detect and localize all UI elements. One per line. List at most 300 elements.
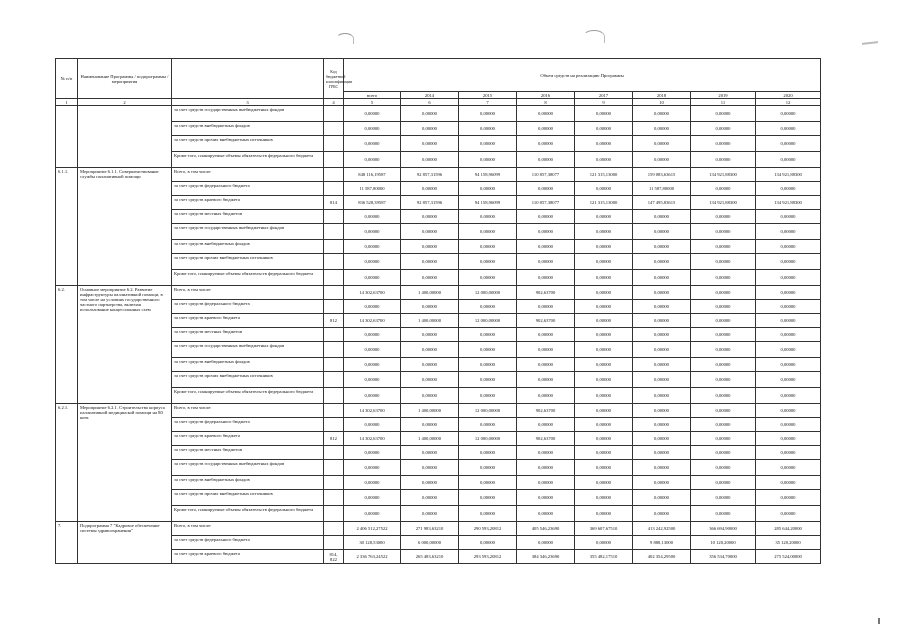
- column-number: 2: [78, 99, 172, 106]
- value-year: 134 921,88300: [756, 196, 821, 210]
- value-year: 0,00000: [401, 136, 459, 152]
- value-year: 0,00000: [691, 152, 756, 168]
- funding-source: за счет средств внебюджетных фондов: [172, 476, 324, 490]
- value-year: 293 593,20812: [459, 550, 517, 564]
- column-number: 7: [459, 99, 517, 106]
- program-name: Мероприятие 6.2.1. Строительство корпуса паллиативной медицинской помощи на 80 коек: [78, 404, 172, 522]
- funding-source: Всего, в том числе:: [172, 286, 324, 300]
- value-year: 0,00000: [517, 460, 575, 476]
- funding-source: Кроме того, планируемые объемы обязательств федерального бюджета: [172, 270, 324, 286]
- column-number: 12: [756, 99, 821, 106]
- value-year: 0,00000: [691, 314, 756, 328]
- value-year: 0,00000: [459, 388, 517, 404]
- funding-source: Кроме того, планируемые объемы обязательств федерального бюджета: [172, 388, 324, 404]
- row-number: 6.1.1.: [56, 168, 78, 286]
- header-source: [172, 59, 324, 99]
- value-total: 0,00000: [344, 328, 401, 342]
- value-year: 0,00000: [401, 506, 459, 522]
- value-year: 356 534,70000: [691, 550, 756, 564]
- budget-code: [324, 182, 344, 196]
- budget-code: [324, 136, 344, 152]
- value-year: 0,00000: [756, 388, 821, 404]
- value-year: 0,00000: [691, 210, 756, 224]
- funding-source: Всего, в том числе:: [172, 168, 324, 182]
- value-year: 0,00000: [401, 476, 459, 490]
- value-year: 0,00000: [691, 476, 756, 490]
- value-total: 14 302,63700: [344, 314, 401, 328]
- value-year: 0,00000: [691, 404, 756, 418]
- value-year: 0,00000: [691, 358, 756, 372]
- value-year: 0,00000: [459, 460, 517, 476]
- header-name: Наименование Программы / подпрограммы / мероприятия: [78, 59, 172, 99]
- value-year: 0,00000: [459, 152, 517, 168]
- value-year: 0,00000: [633, 446, 691, 460]
- value-year: 147 495,83615: [633, 196, 691, 210]
- value-year: 405 546,23690: [517, 522, 575, 536]
- table-row: [56, 404, 821, 418]
- value-year: 0,00000: [633, 404, 691, 418]
- budget-code: [324, 240, 344, 254]
- funding-source: за счет средств краевого бюджета: [172, 432, 324, 446]
- budget-code: [324, 522, 344, 536]
- program-name: Подпрограмма 7 "Кадровое обеспечение системы здравоохранения": [78, 522, 172, 564]
- value-year: 0,00000: [517, 210, 575, 224]
- value-year: 0,00000: [575, 314, 633, 328]
- value-year: 0,00000: [633, 372, 691, 388]
- value-year: 92 857,31596: [401, 168, 459, 182]
- value-year: 0,00000: [691, 446, 756, 460]
- value-total: 14 302,63700: [344, 404, 401, 418]
- value-year: 0,00000: [575, 152, 633, 168]
- value-year: 0,00000: [517, 328, 575, 342]
- value-year: 0,00000: [633, 460, 691, 476]
- value-total: 0,00000: [344, 476, 401, 490]
- value-year: 0,00000: [459, 490, 517, 506]
- value-year: 0,00000: [401, 460, 459, 476]
- value-year: 0,00000: [756, 136, 821, 152]
- header-year: 2014: [401, 92, 459, 99]
- value-year: 0,00000: [633, 122, 691, 136]
- value-year: 0,00000: [633, 152, 691, 168]
- funding-source: за счет средств государственных внебюджетных фондов: [172, 460, 324, 476]
- budget-code: [324, 404, 344, 418]
- row-number: 7.: [56, 522, 78, 564]
- budget-code: [324, 152, 344, 168]
- value-total: 848 116,19587: [344, 168, 401, 182]
- value-year: 0,00000: [517, 418, 575, 432]
- value-total: 30 128,53000: [344, 536, 401, 550]
- funding-source: за счет средств федерального бюджета: [172, 300, 324, 314]
- value-total: 0,00000: [344, 446, 401, 460]
- column-number: 5: [344, 99, 401, 106]
- value-year: 369 607,67510: [575, 522, 633, 536]
- column-number: 8: [517, 99, 575, 106]
- value-year: 0,00000: [401, 254, 459, 270]
- value-year: 0,00000: [756, 476, 821, 490]
- value-year: 0,00000: [517, 152, 575, 168]
- funding-source: за счет средств внебюджетных фондов: [172, 358, 324, 372]
- value-total: 0,00000: [344, 136, 401, 152]
- value-year: 0,00000: [401, 372, 459, 388]
- funding-source: за счет средств прочих внебюджетных источников: [172, 254, 324, 270]
- value-year: 12 000,00000: [459, 404, 517, 418]
- value-year: 0,00000: [575, 476, 633, 490]
- funding-source: Всего, в том числе:: [172, 404, 324, 418]
- value-year: 0,00000: [691, 270, 756, 286]
- value-total: 0,00000: [344, 300, 401, 314]
- value-year: 0,00000: [401, 106, 459, 122]
- table-row: [56, 286, 821, 300]
- value-year: 94 158,96099: [459, 168, 517, 182]
- value-year: 384 346,23690: [517, 550, 575, 564]
- budget-code: [324, 536, 344, 550]
- value-year: 0,00000: [756, 300, 821, 314]
- value-year: 0,00000: [756, 418, 821, 432]
- value-year: 0,00000: [575, 210, 633, 224]
- value-year: 0,00000: [691, 182, 756, 196]
- scan-artifact-mark: [878, 618, 880, 624]
- value-year: 0,00000: [691, 122, 756, 136]
- budget-code: [324, 168, 344, 182]
- value-total: 0,00000: [344, 372, 401, 388]
- value-year: 134 921,88300: [691, 168, 756, 182]
- value-year: 0,00000: [459, 358, 517, 372]
- value-year: 0,00000: [633, 328, 691, 342]
- value-year: 0,00000: [691, 240, 756, 254]
- value-year: 0,00000: [517, 270, 575, 286]
- value-year: 12 000,00000: [459, 286, 517, 300]
- budget-code: 812: [324, 432, 344, 446]
- funding-source: за счет средств внебюджетных фондов: [172, 122, 324, 136]
- value-year: 0,00000: [575, 224, 633, 240]
- header-year: 2016: [517, 92, 575, 99]
- value-year: 0,00000: [633, 388, 691, 404]
- budget-code: [324, 358, 344, 372]
- funding-source: за счет средств прочих внебюджетных источников: [172, 490, 324, 506]
- funding-source: за счет средств краевого бюджета: [172, 314, 324, 328]
- program-name: [78, 106, 172, 168]
- value-year: 0,00000: [691, 106, 756, 122]
- value-year: 6 000,00000: [401, 536, 459, 550]
- funding-source: за счет средств прочих внебюджетных источников: [172, 372, 324, 388]
- value-year: 0,00000: [691, 300, 756, 314]
- budget-code: 814: [324, 196, 344, 210]
- value-year: 0,00000: [575, 536, 633, 550]
- value-year: 0,00000: [756, 432, 821, 446]
- value-year: 0,00000: [517, 358, 575, 372]
- value-year: 271 983,63210: [401, 522, 459, 536]
- value-year: 0,00000: [691, 372, 756, 388]
- funding-source: Всего, в том числе:: [172, 522, 324, 536]
- value-year: 0,00000: [575, 328, 633, 342]
- value-year: 0,00000: [401, 388, 459, 404]
- value-year: 0,00000: [459, 418, 517, 432]
- value-year: 0,00000: [756, 446, 821, 460]
- value-year: 902,63700: [517, 432, 575, 446]
- row-number: [56, 106, 78, 168]
- value-total: 11 587,80000: [344, 182, 401, 196]
- funding-source: за счет средств федерального бюджета: [172, 418, 324, 432]
- header-year: 2019: [691, 92, 756, 99]
- value-year: 413 242,92500: [633, 522, 691, 536]
- value-year: 0,00000: [517, 372, 575, 388]
- value-year: 0,00000: [459, 122, 517, 136]
- value-year: 159 083,63615: [633, 168, 691, 182]
- value-year: 0,00000: [575, 342, 633, 358]
- value-year: 0,00000: [459, 300, 517, 314]
- budget-code: [324, 418, 344, 432]
- budget-code: [324, 106, 344, 122]
- value-year: 0,00000: [517, 476, 575, 490]
- value-year: 0,00000: [691, 460, 756, 476]
- value-year: 0,00000: [575, 106, 633, 122]
- budget-code: [324, 270, 344, 286]
- value-year: 92 857,31596: [401, 196, 459, 210]
- value-year: 0,00000: [756, 254, 821, 270]
- value-year: 0,00000: [575, 446, 633, 460]
- value-year: 1 400,00000: [401, 404, 459, 418]
- header-year: 2017: [575, 92, 633, 99]
- value-year: 35 120,20000: [756, 536, 821, 550]
- budget-code: 812: [324, 314, 344, 328]
- value-year: 0,00000: [459, 210, 517, 224]
- value-year: 1 400,00000: [401, 286, 459, 300]
- value-year: 0,00000: [691, 490, 756, 506]
- budget-code: [324, 342, 344, 358]
- value-year: 0,00000: [691, 254, 756, 270]
- value-total: 0,00000: [344, 506, 401, 522]
- value-year: 0,00000: [756, 342, 821, 358]
- budget-code: [324, 460, 344, 476]
- value-total: 14 302,63700: [344, 286, 401, 300]
- row-number: 6.2.: [56, 286, 78, 404]
- value-year: 12 000,00000: [459, 432, 517, 446]
- value-year: 0,00000: [756, 286, 821, 300]
- scan-artifact-mark: [336, 33, 354, 44]
- value-year: 0,00000: [756, 372, 821, 388]
- value-year: 0,00000: [756, 106, 821, 122]
- value-year: 285 644,20000: [756, 522, 821, 536]
- budget-code: [324, 254, 344, 270]
- value-total: 0,00000: [344, 460, 401, 476]
- scan-artifact-mark: [862, 41, 878, 45]
- value-total: 0,00000: [344, 358, 401, 372]
- value-year: 0,00000: [401, 240, 459, 254]
- budget-code: 814, 822: [324, 550, 344, 564]
- value-total: 0,00000: [344, 270, 401, 286]
- value-year: 0,00000: [633, 506, 691, 522]
- table-row: [56, 522, 821, 536]
- header-volume: Объем средств на реализацию Программы: [344, 59, 821, 92]
- value-total: 0,00000: [344, 210, 401, 224]
- value-year: 0,00000: [575, 418, 633, 432]
- value-total: 0,00000: [344, 224, 401, 240]
- value-year: 0,00000: [459, 136, 517, 152]
- value-year: 0,00000: [575, 506, 633, 522]
- budget-code: [324, 490, 344, 506]
- value-year: 0,00000: [633, 314, 691, 328]
- value-total: 0,00000: [344, 106, 401, 122]
- funding-source: за счет средств государственных внебюджетных фондов: [172, 106, 324, 122]
- value-year: 0,00000: [517, 136, 575, 152]
- value-year: 0,00000: [401, 358, 459, 372]
- value-year: 0,00000: [459, 328, 517, 342]
- value-total: 14 302,63700: [344, 432, 401, 446]
- value-year: 110 857,38077: [517, 168, 575, 182]
- value-year: 0,00000: [401, 122, 459, 136]
- value-year: 0,00000: [575, 300, 633, 314]
- scan-artifact-mark: [583, 30, 605, 43]
- funding-source: за счет средств местных бюджетов: [172, 328, 324, 342]
- value-year: 0,00000: [691, 388, 756, 404]
- budget-code: [324, 446, 344, 460]
- funding-source: за счет средств местных бюджетов: [172, 446, 324, 460]
- value-year: 0,00000: [401, 490, 459, 506]
- budget-code: [324, 328, 344, 342]
- funding-source: Кроме того, планируемые объемы обязательств федерального бюджета: [172, 152, 324, 168]
- value-year: 0,00000: [517, 388, 575, 404]
- value-year: 0,00000: [517, 224, 575, 240]
- funding-source: за счет средств государственных внебюджетных фондов: [172, 342, 324, 358]
- column-number: 11: [691, 99, 756, 106]
- column-number: 9: [575, 99, 633, 106]
- value-year: 0,00000: [633, 224, 691, 240]
- value-year: 0,00000: [691, 506, 756, 522]
- value-total: 0,00000: [344, 122, 401, 136]
- value-year: 0,00000: [756, 404, 821, 418]
- value-year: 11 587,80000: [633, 182, 691, 196]
- value-year: 0,00000: [401, 182, 459, 196]
- value-year: 0,00000: [633, 254, 691, 270]
- column-number: 6: [401, 99, 459, 106]
- value-year: 0,00000: [756, 240, 821, 254]
- funding-source: за счет средств местных бюджетов: [172, 210, 324, 224]
- funding-source: за счет средств внебюджетных фондов: [172, 240, 324, 254]
- value-year: 0,00000: [401, 300, 459, 314]
- budget-code: [324, 122, 344, 136]
- header-total: всего: [344, 92, 401, 99]
- value-year: 0,00000: [633, 342, 691, 358]
- value-year: 902,63700: [517, 314, 575, 328]
- value-year: 275 524,00000: [756, 550, 821, 564]
- value-year: 0,00000: [517, 122, 575, 136]
- funding-source: за счет средств краевого бюджета: [172, 550, 324, 564]
- value-year: 0,00000: [756, 182, 821, 196]
- value-total: 0,00000: [344, 490, 401, 506]
- value-year: 0,00000: [575, 182, 633, 196]
- value-year: 0,00000: [633, 286, 691, 300]
- value-year: 366 694,90000: [691, 522, 756, 536]
- value-total: 0,00000: [344, 388, 401, 404]
- budget-code: [324, 224, 344, 240]
- value-year: 0,00000: [691, 328, 756, 342]
- header-year: 2015: [459, 92, 517, 99]
- budget-code: [324, 372, 344, 388]
- value-year: 0,00000: [756, 358, 821, 372]
- value-year: 0,00000: [517, 254, 575, 270]
- value-year: 0,00000: [401, 224, 459, 240]
- value-year: 110 857,38077: [517, 196, 575, 210]
- value-year: 0,00000: [517, 490, 575, 506]
- value-year: 0,00000: [575, 270, 633, 286]
- header-year: 2018: [633, 92, 691, 99]
- value-total: 0,00000: [344, 240, 401, 254]
- funding-source: Кроме того, планируемые объемы обязательств федерального бюджета: [172, 506, 324, 522]
- value-year: 0,00000: [575, 372, 633, 388]
- value-year: 0,00000: [517, 506, 575, 522]
- budget-code: [324, 286, 344, 300]
- header-code: Код бюджетной классификации ГРБС: [324, 59, 344, 99]
- value-year: 0,00000: [517, 106, 575, 122]
- value-year: 0,00000: [401, 342, 459, 358]
- header-num: № п/п: [56, 59, 78, 99]
- value-year: 0,00000: [401, 210, 459, 224]
- value-year: 0,00000: [691, 136, 756, 152]
- value-year: 0,00000: [633, 270, 691, 286]
- value-year: 0,00000: [691, 224, 756, 240]
- budget-code: [324, 506, 344, 522]
- value-year: 0,00000: [575, 122, 633, 136]
- value-year: 1 400,00000: [401, 314, 459, 328]
- value-year: 0,00000: [633, 490, 691, 506]
- value-total: 0,00000: [344, 152, 401, 168]
- budget-code: [324, 300, 344, 314]
- program-name: Мероприятие 6.1.1. Совершенствование службы паллиативной помощи: [78, 168, 172, 286]
- value-year: 0,00000: [756, 210, 821, 224]
- value-year: 0,00000: [633, 476, 691, 490]
- value-year: 0,00000: [756, 460, 821, 476]
- value-year: 0,00000: [633, 106, 691, 122]
- value-year: 0,00000: [756, 224, 821, 240]
- value-year: 0,00000: [633, 300, 691, 314]
- value-total: 0,00000: [344, 342, 401, 358]
- value-year: 0,00000: [517, 300, 575, 314]
- value-year: 0,00000: [575, 460, 633, 476]
- value-year: 0,00000: [633, 432, 691, 446]
- value-year: 0,00000: [401, 328, 459, 342]
- budget-code: [324, 210, 344, 224]
- budget-code: [324, 476, 344, 490]
- value-year: 0,00000: [517, 446, 575, 460]
- value-year: 10 120,20000: [691, 536, 756, 550]
- column-number: 3: [172, 99, 324, 106]
- value-year: 0,00000: [633, 358, 691, 372]
- value-year: 0,00000: [756, 270, 821, 286]
- value-year: 121 315,13000: [575, 168, 633, 182]
- value-year: 0,00000: [756, 122, 821, 136]
- funding-source: за счет средств краевого бюджета: [172, 196, 324, 210]
- table-row: [56, 106, 821, 122]
- value-year: 0,00000: [459, 476, 517, 490]
- value-year: 0,00000: [575, 388, 633, 404]
- value-year: 0,00000: [633, 240, 691, 254]
- value-year: 902,63700: [517, 286, 575, 300]
- value-year: 265 483,63210: [401, 550, 459, 564]
- table-row: [56, 168, 821, 182]
- value-year: 0,00000: [401, 270, 459, 286]
- value-year: 0,00000: [575, 358, 633, 372]
- value-year: 12 000,00000: [459, 314, 517, 328]
- value-year: 402 354,29500: [633, 550, 691, 564]
- value-year: 0,00000: [401, 446, 459, 460]
- value-year: 0,00000: [575, 240, 633, 254]
- value-year: 0,00000: [459, 182, 517, 196]
- value-year: 0,00000: [633, 136, 691, 152]
- value-year: 0,00000: [459, 224, 517, 240]
- funding-source: за счет средств федерального бюджета: [172, 536, 324, 550]
- value-year: 0,00000: [633, 210, 691, 224]
- value-year: 0,00000: [459, 506, 517, 522]
